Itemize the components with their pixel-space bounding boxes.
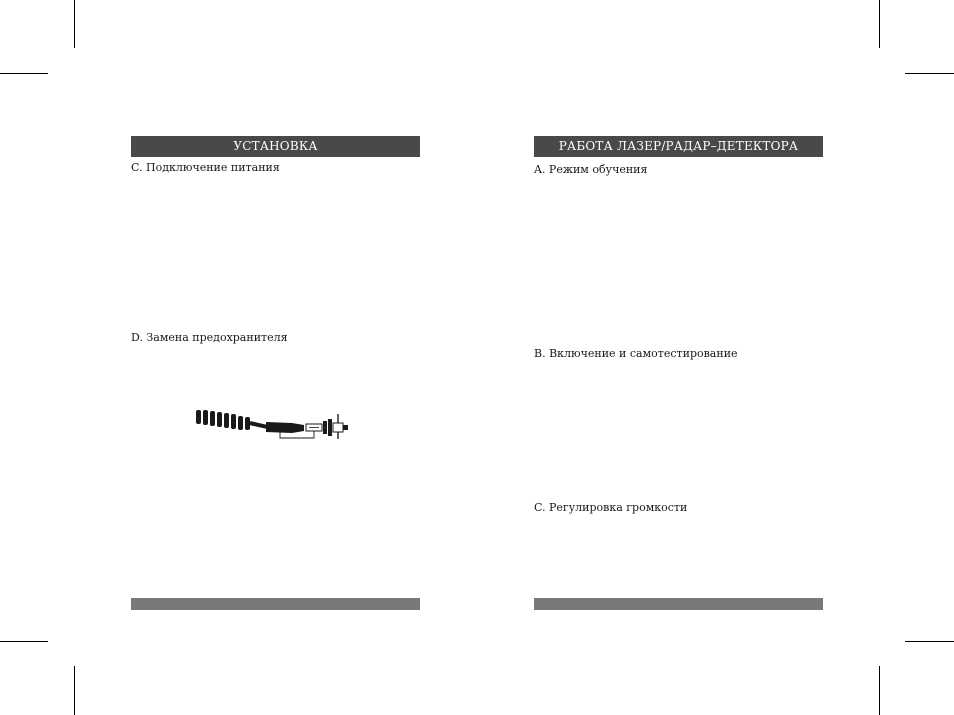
section-c-volume-adjustment-heading: C. Регулировка громкости <box>534 501 688 514</box>
right-page-footer-bar <box>534 598 823 610</box>
crop-mark-top-right-horizontal <box>905 73 954 74</box>
plug-body-icon <box>266 422 304 433</box>
crop-mark-top-left-vertical <box>74 0 75 48</box>
plug-cap-icon <box>323 414 348 439</box>
section-c-power-connection-heading: C. Подключение питания <box>131 161 280 174</box>
section-a-learning-mode-heading: A. Режим обучения <box>534 163 648 176</box>
crop-mark-bottom-right-vertical <box>879 666 880 715</box>
section-b-power-on-self-test-heading: B. Включение и самотестирование <box>534 347 738 360</box>
power-cord-fuse-illustration <box>192 404 360 448</box>
left-page-footer-bar <box>131 598 420 610</box>
crop-mark-top-left-horizontal <box>0 73 48 74</box>
section-d-fuse-replacement-heading: D. Замена предохранителя <box>131 331 288 344</box>
crop-mark-bottom-left-vertical <box>74 666 75 715</box>
right-page-header: РАБОТА ЛАЗЕР/РАДАР–ДЕТЕКТОРА <box>534 136 823 157</box>
left-page-header: УСТАНОВКА <box>131 136 420 157</box>
crop-mark-bottom-right-horizontal <box>905 641 954 642</box>
coiled-cord-icon <box>196 410 250 430</box>
crop-mark-bottom-left-horizontal <box>0 641 48 642</box>
crop-mark-top-right-vertical <box>879 0 880 48</box>
